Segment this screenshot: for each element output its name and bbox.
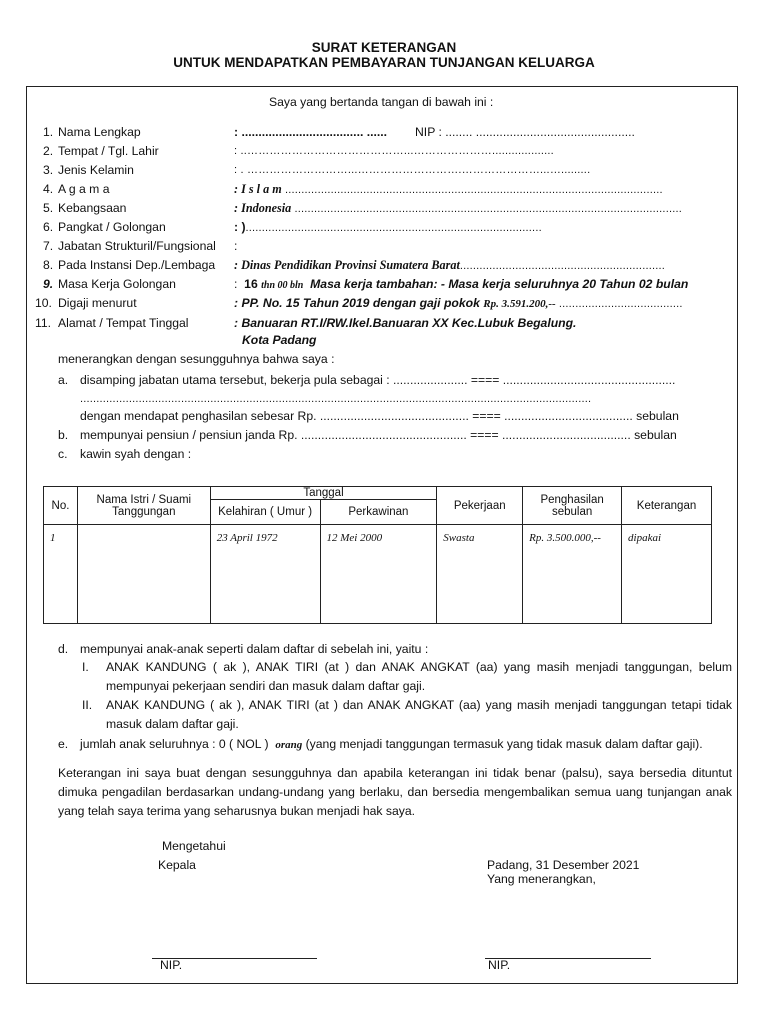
list-d-item-2: ANAK KANDUNG ( ak ), ANAK TIRI (at ) dan ANAK ANGKAT (aa) yang masih menjadi tanggungan tetapi tidak masuk dalam daftar gaji.: [106, 698, 732, 731]
kebangsaan-value: : Indonesia: [234, 201, 292, 215]
field-value: [234, 220, 542, 234]
cell-penghasilan: Rp. 3.500.000,--: [523, 525, 622, 624]
field-num: 11.: [35, 316, 52, 330]
field-value: : .................................... ......: [234, 125, 388, 139]
field-label: Jabatan Strukturil/Fungsional: [58, 239, 216, 253]
sig-left-line1: Mengetahui: [162, 839, 226, 853]
field-value: : . ………………………...……………………….…………………...….........: [234, 164, 591, 176]
field-value: [234, 296, 683, 310]
field-num: 5.: [43, 201, 54, 215]
list-e-text-a: jumlah anak seluruhnya : 0 ( NOL ): [80, 737, 269, 751]
list-mark-d: d.: [58, 642, 69, 656]
declare-text: menerangkan dengan sesungguhnya bahwa saya :: [58, 352, 335, 366]
list-d-text: mempunyai anak-anak seperti dalam daftar di sebelah ini, yaitu :: [80, 642, 429, 656]
field-num: 3.: [43, 163, 54, 177]
cell-no: 1: [44, 525, 78, 624]
field-num: 2.: [43, 144, 54, 158]
gaji-pokok: Rp. 3.591.200,--: [483, 298, 556, 310]
spouse-table: [43, 486, 712, 624]
list-e-text: [80, 737, 703, 751]
cell-perkawinan: 12 Mei 2000: [320, 525, 437, 624]
agama-dots: ....................................................................................................................: [281, 184, 663, 196]
field-label: Pangkat / Golongan: [58, 220, 166, 234]
field-value: [234, 201, 682, 216]
field-label: Tempat / Tgl. Lahir: [58, 144, 159, 158]
cell-keterangan: dipakai: [622, 525, 712, 624]
list-e-text-b: (yang menjadi tanggungan termasuk yang tidak masuk dalam daftar gaji).: [305, 737, 703, 751]
masa-kerja-colon: :: [234, 277, 238, 291]
field-label: Pada Instansi Dep./Lembaga: [58, 258, 216, 272]
list-a-dots: .............................................................................................................................................................: [80, 393, 592, 405]
col-pekerjaan: Pekerjaan: [437, 487, 523, 525]
sig-right-line1: Padang, 31 Desember 2021: [487, 858, 640, 872]
nip-field: NIP : ........ ...............................................: [415, 125, 635, 139]
alamat-value: : Banuaran RT.I/RW.Ikel.Banuaran XX Kec.Lubuk Begalung.: [234, 316, 577, 330]
col-penghasilan: Penghasilan sebulan: [523, 487, 622, 525]
field-label: Nama Lengkap: [58, 125, 141, 139]
sig-left-line2: Kepala: [158, 858, 196, 872]
sig-right-line2: Yang menerangkan,: [487, 872, 596, 886]
field-value: [234, 182, 663, 197]
field-label: Alamat / Tempat Tinggal: [58, 316, 189, 330]
field-num: 4.: [43, 182, 54, 196]
digaji-dots: ......................................: [555, 298, 683, 310]
pangkat-value: : ): [234, 220, 246, 234]
masa-kerja-num: 16: [244, 277, 258, 291]
list-b-text: mempunyai pensiun / pensiun janda Rp. ................................................. ==== ...................................... sebulan: [80, 428, 677, 442]
col-nama: Nama Istri / Suami Tanggungan: [77, 487, 210, 525]
field-num: 10.: [35, 296, 52, 310]
field-value: [234, 277, 688, 291]
nip-right: NIP.: [488, 958, 511, 972]
instansi-value: : Dinas Pendidikan Provinsi Sumatera Barat: [234, 258, 460, 272]
list-mark-c: c.: [58, 447, 68, 461]
list-mark-e: e.: [58, 737, 69, 751]
list-d-item-1: ANAK KANDUNG ( ak ), ANAK TIRI (at ) dan ANAK ANGKAT (aa) yang masih menjadi tanggungan, belum mempunyai pekerjaan sendiri dan masuk dalam daftar gaji.: [106, 660, 732, 693]
col-tanggal: Tanggal: [210, 487, 437, 500]
masa-kerja-rest: Masa kerja tambahan: - Masa kerja seluruhnya 20 Tahun 02 bulan: [310, 277, 689, 291]
field-label: Masa Kerja Golongan: [58, 277, 176, 291]
digaji-value: : PP. No. 15 Tahun 2019 dengan gaji pokok: [234, 296, 480, 310]
cell-kelahiran: 23 April 1972: [210, 525, 320, 624]
list-a-text: disamping jabatan utama tersebut, bekerja pula sebagai : ...................... ==== ...................................................: [80, 373, 676, 387]
field-num: 6.: [43, 220, 54, 234]
list-c-text: kawin syah dengan :: [80, 447, 192, 461]
field-value: [234, 258, 665, 273]
alamat-value-2: Kota Padang: [242, 333, 317, 347]
field-label: Jenis Kelamin: [58, 163, 134, 177]
field-num: 7.: [43, 239, 54, 253]
masa-kerja-small: thn 00 bln: [261, 280, 304, 291]
col-no: No.: [44, 487, 78, 525]
nip-left: NIP.: [160, 958, 183, 972]
list-mark-b: b.: [58, 428, 69, 442]
list-e-orang: orang: [275, 739, 303, 751]
cell-pekerjaan: Swasta: [437, 525, 523, 624]
list-d-mark-1: I.: [82, 660, 89, 674]
field-label: Digaji menurut: [58, 296, 137, 310]
col-keterangan: Keterangan: [622, 487, 712, 525]
field-value: : ..……………………………………...…………………...................: [234, 145, 554, 157]
field-value: :: [234, 239, 238, 253]
pangkat-dots: ...........................................................................................: [245, 222, 542, 234]
cell-nama: [77, 525, 210, 624]
field-label: A g a m a: [58, 182, 110, 196]
list-mark-a: a.: [58, 373, 69, 387]
field-num: 1.: [43, 125, 54, 139]
table-row: [44, 525, 712, 624]
col-kelahiran: Kelahiran ( Umur ): [210, 500, 320, 525]
instansi-dots: ...............................................................: [459, 260, 665, 272]
kebangsaan-dots: .......................................................................................................................: [291, 203, 682, 215]
list-d-mark-2: II.: [82, 698, 93, 712]
agama-value: : I s l a m: [234, 182, 282, 196]
col-perkawinan: Perkawinan: [320, 500, 437, 525]
list-a-income: dengan mendapat penghasilan sebesar Rp. ............................................ ==== ...................................... sebulan: [80, 409, 679, 423]
field-num: 9.: [43, 277, 54, 291]
doc-subtitle: UNTUK MENDAPATKAN PEMBAYARAN TUNJANGAN KELUARGA: [173, 55, 595, 70]
doc-title: SURAT KETERANGAN: [311, 40, 457, 55]
statement-paragraph: Keterangan ini saya buat dengan sesungguhnya dan apabila keterangan ini tidak benar (palsu), saya bersedia dituntut dimuka pengadilan berdasarkan undang-undang yang berlaku, dan bersedia mengembalikan semua uang tunjangan anak yang telah saya terima yang seharusnya bukan menjadi hak saya.: [58, 766, 732, 818]
field-label: Kebangsaan: [58, 201, 127, 215]
intro-text: Saya yang bertanda tangan di bawah ini :: [269, 95, 494, 109]
field-num: 8.: [43, 258, 54, 272]
